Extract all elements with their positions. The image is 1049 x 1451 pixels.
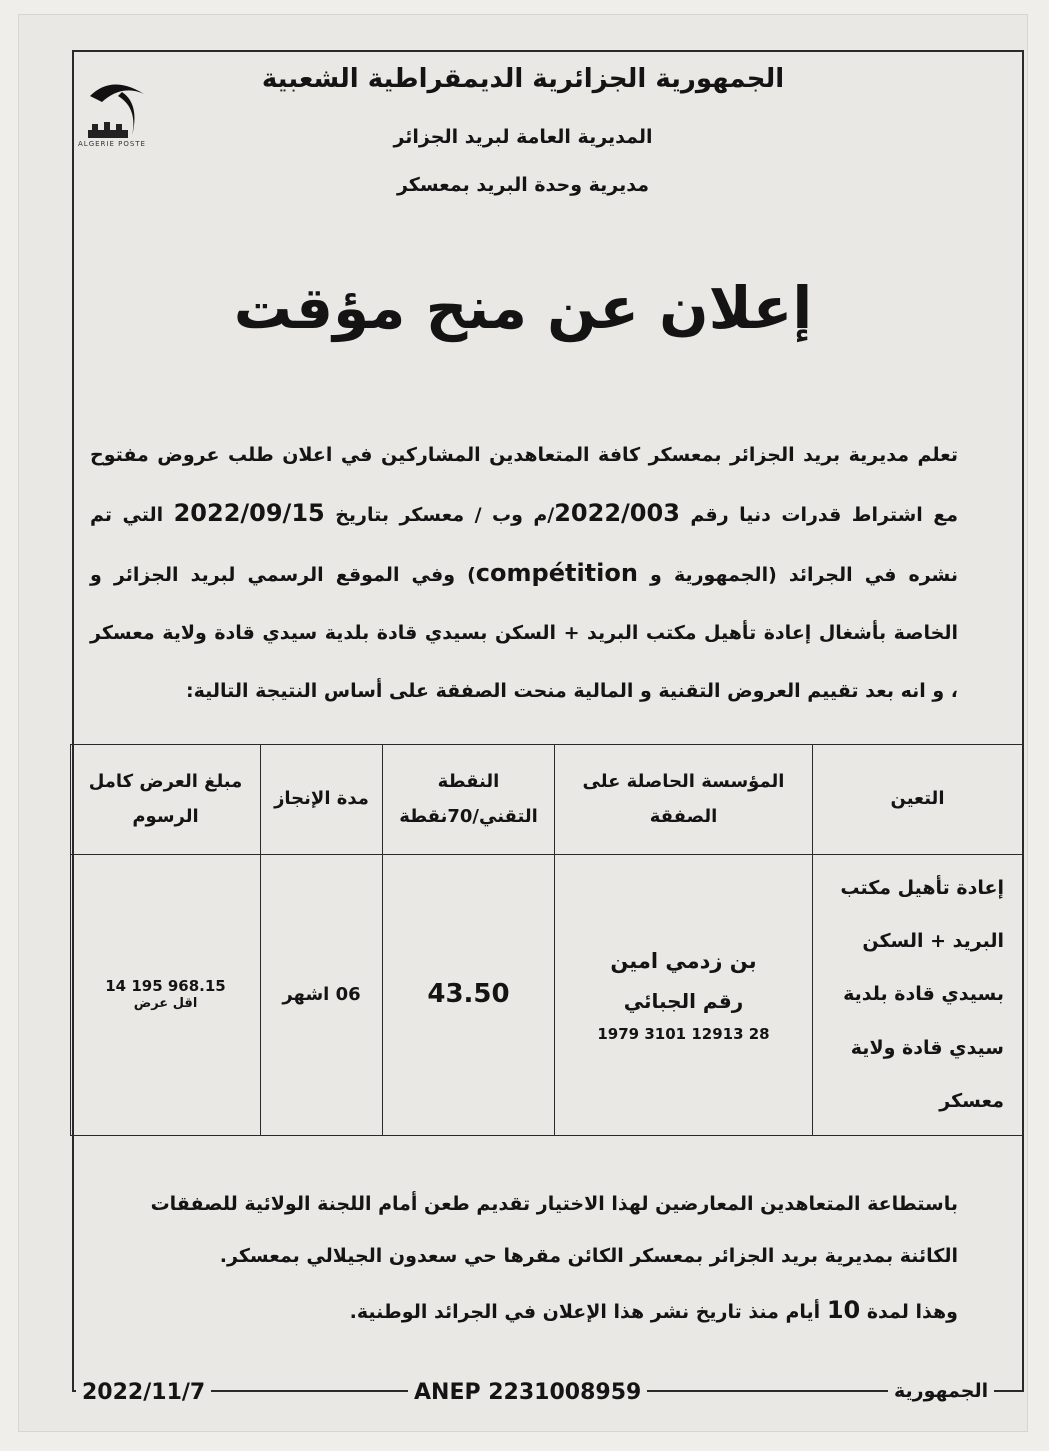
appeal-period-pre: وهذا لمدة	[866, 1301, 958, 1323]
logo-caption: ALGERIE POSTE	[78, 140, 146, 148]
intro-text-1: تعلم مديرية بريد الجزائر بمعسكر كافة المتعاهدين المشاركين في اعلان طلب عروض مفتوح مع اشتراط قدرات دنيا رقم	[90, 444, 958, 526]
intro-text-4: ) وفي الموقع الرسمي لبريد الجزائر و الخاصة بأشغال إعادة تأهيل مكتب البريد + السكن بسيدي قادة بلدية سيدي قادة ولاية معسكر ، و انه بعد تقييم العروض التقنية و المالية منحت الصفقة على أساس النتيجة التالية:	[90, 564, 958, 702]
cell-duration: 06 اشهر	[261, 855, 383, 1136]
table-row	[71, 855, 1023, 1136]
tax-number: 1979 3101 12913 28	[597, 1024, 770, 1043]
publication-date: 2022/11/7	[76, 1380, 211, 1405]
newspaper-page	[18, 14, 1028, 1432]
header-amount: مبلغ العرض كامل الرسوم	[71, 745, 261, 855]
republic-heading: الجمهورية الجزائرية الديمقراطية الشعبية	[261, 64, 785, 94]
unit-heading: مديرية وحدة البريد بمعسكر	[396, 174, 650, 196]
newspaper-name: compétition	[475, 559, 638, 587]
appeal-paragraph: باستطاعة المتعاهدين المعارضين لهذا الاختيار تقديم طعن أمام اللجنة الولائية للصفقات الكائنة بمديرية بريد الجزائر بمعسكر الكائن مقرها حي سعدون الجيلالي بمعسكر.	[150, 1193, 958, 1267]
header-score: النقطة التقني/70نقطة	[383, 745, 555, 855]
table-header-row	[71, 745, 1023, 855]
appeal-period-post: أيام منذ تاريخ نشر هذا الإعلان في الجرائد الوطنية.	[349, 1301, 821, 1323]
cell-score: 43.50	[383, 855, 555, 1136]
announcement-title: إعلان عن منح مؤقت	[233, 274, 813, 342]
header-company: المؤسسة الحاصلة على الصفقة	[555, 745, 813, 855]
tax-label: رقم الجبائي	[623, 988, 744, 1013]
amount-note: اقل عرض	[133, 996, 198, 1012]
cell-designation: إعادة تأهيل مكتب البريد + السكن بسيدي قادة بلدية سيدي قادة ولاية معسكر	[813, 855, 1023, 1136]
publication-name: الجمهورية	[888, 1380, 994, 1402]
intro-paragraph	[90, 426, 958, 720]
header-duration: مدة الإنجاز	[261, 745, 383, 855]
anep-reference: ANEP 2231008959	[408, 1380, 647, 1405]
tender-date: 2022/09/15	[173, 499, 325, 527]
tender-number: 2022/003	[554, 499, 680, 527]
cell-company	[555, 855, 813, 1136]
intro-text-3: التي تم نشره في الجرائد (الجمهورية و	[90, 504, 958, 586]
cell-amount	[71, 855, 261, 1136]
directorate-heading: المديرية العامة لبريد الجزائر	[393, 126, 653, 148]
header-designation: التعين	[813, 745, 1023, 855]
intro-text-2: /م وب / معسكر بتاريخ	[335, 504, 555, 526]
appeal-period	[90, 1284, 958, 1338]
amount-value: 14 195 968.15	[105, 976, 226, 995]
appeal-days: 10	[826, 1296, 861, 1324]
results-table	[70, 744, 1023, 1136]
company-name: بن زدمي امين	[610, 948, 757, 973]
